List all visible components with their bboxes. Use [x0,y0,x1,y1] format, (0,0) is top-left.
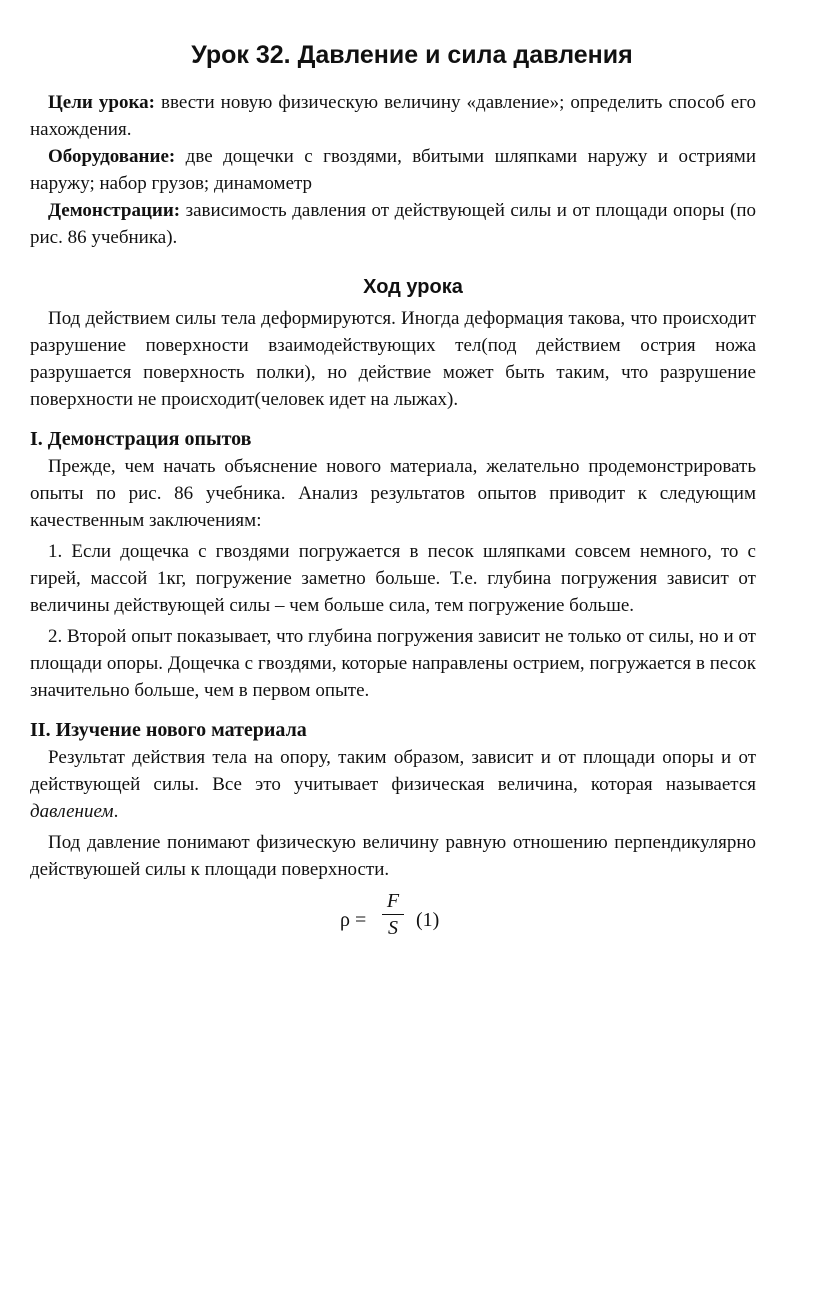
section-2-paragraph-2: Под давление понимают физическую величину равную отношению перпендикулярно действуюшей силы к площади поверхности. [30,832,756,880]
section-2-heading: II. Изучение нового материала [30,719,307,741]
lesson-equipment [30,143,756,197]
formula-numerator: F [386,890,400,912]
section-1-heading: I. Демонстрация опытов [30,428,252,450]
document-body [30,38,756,949]
goals-label: Цели урока: [48,92,155,113]
section-1-paragraph-intro: Прежде, чем начать объяснение нового материала, желательно продемонстрировать опыты по рис. 86 учебника. Анализ результатов опытов приводит к следующим качественным заключениям: [30,456,756,531]
equipment-text: две дощечки с гвоздями, вбитыми шляпками наружу и остриями наружу; набор грузов; динамометр [30,146,756,194]
formula-fraction-bar [382,914,404,915]
lesson-course-paragraph: Под действием силы тела деформируются. Иногда деформация такова, что происходит разрушение поверхности взаимодействующих тел(под действием острия ножа разрушается поверхность полки), но действие может быть таким, что разрушение поверхности не происходит(человек идет на лыжах). [30,308,756,410]
lesson-goals [30,89,756,143]
lesson-course-heading: Ход урока [363,276,463,298]
lesson-meta [30,89,756,251]
demos-label: Демонстрации: [48,200,181,221]
section-2-paragraph-1-text: Результат действия тела на опору, таким образом, зависит и от площади опоры и от действующей силы. Все это учитывает физическая величина, которая называется [30,747,756,795]
section-1-paragraph-experiment-2: 2. Второй опыт показывает, что глубина погружения зависит не только от силы, но и от площади опоры. Дощечка с гвоздями, которые направлены острием, погружается в песок значительно больше, чем в первом опыте. [30,626,756,701]
section-2-term-pressure: давлением [30,801,114,822]
formula-denominator: S [388,917,398,939]
pressure-formula [30,889,756,949]
section-2-paragraph-1 [30,744,756,825]
goals-text: ввести новую физическую величину «давление»; определить способ его нахождения. [30,92,756,140]
section-2-paragraph-1-end: . [113,801,119,822]
lesson-demos [30,197,756,251]
equipment-label: Оборудование: [48,146,176,167]
demos-text: зависимость давления от действующей силы и от площади опоры (по рис. 86 учебника). [30,200,756,248]
lesson-title: Урок 32. Давление и сила давления [191,41,633,69]
formula-fraction [382,889,404,940]
formula-lhs: ρ = [340,909,367,931]
section-1-paragraph-experiment-1: 1. Если дощечка с гвоздями погружается в песок шляпками совсем немного, то с гирей, массой 1кг, погружение заметно больше. Т.е. глубина погружения зависит от величины действующей силы – чем больше сила, тем погружение больше. [30,541,756,616]
formula-number: (1) [416,909,440,931]
